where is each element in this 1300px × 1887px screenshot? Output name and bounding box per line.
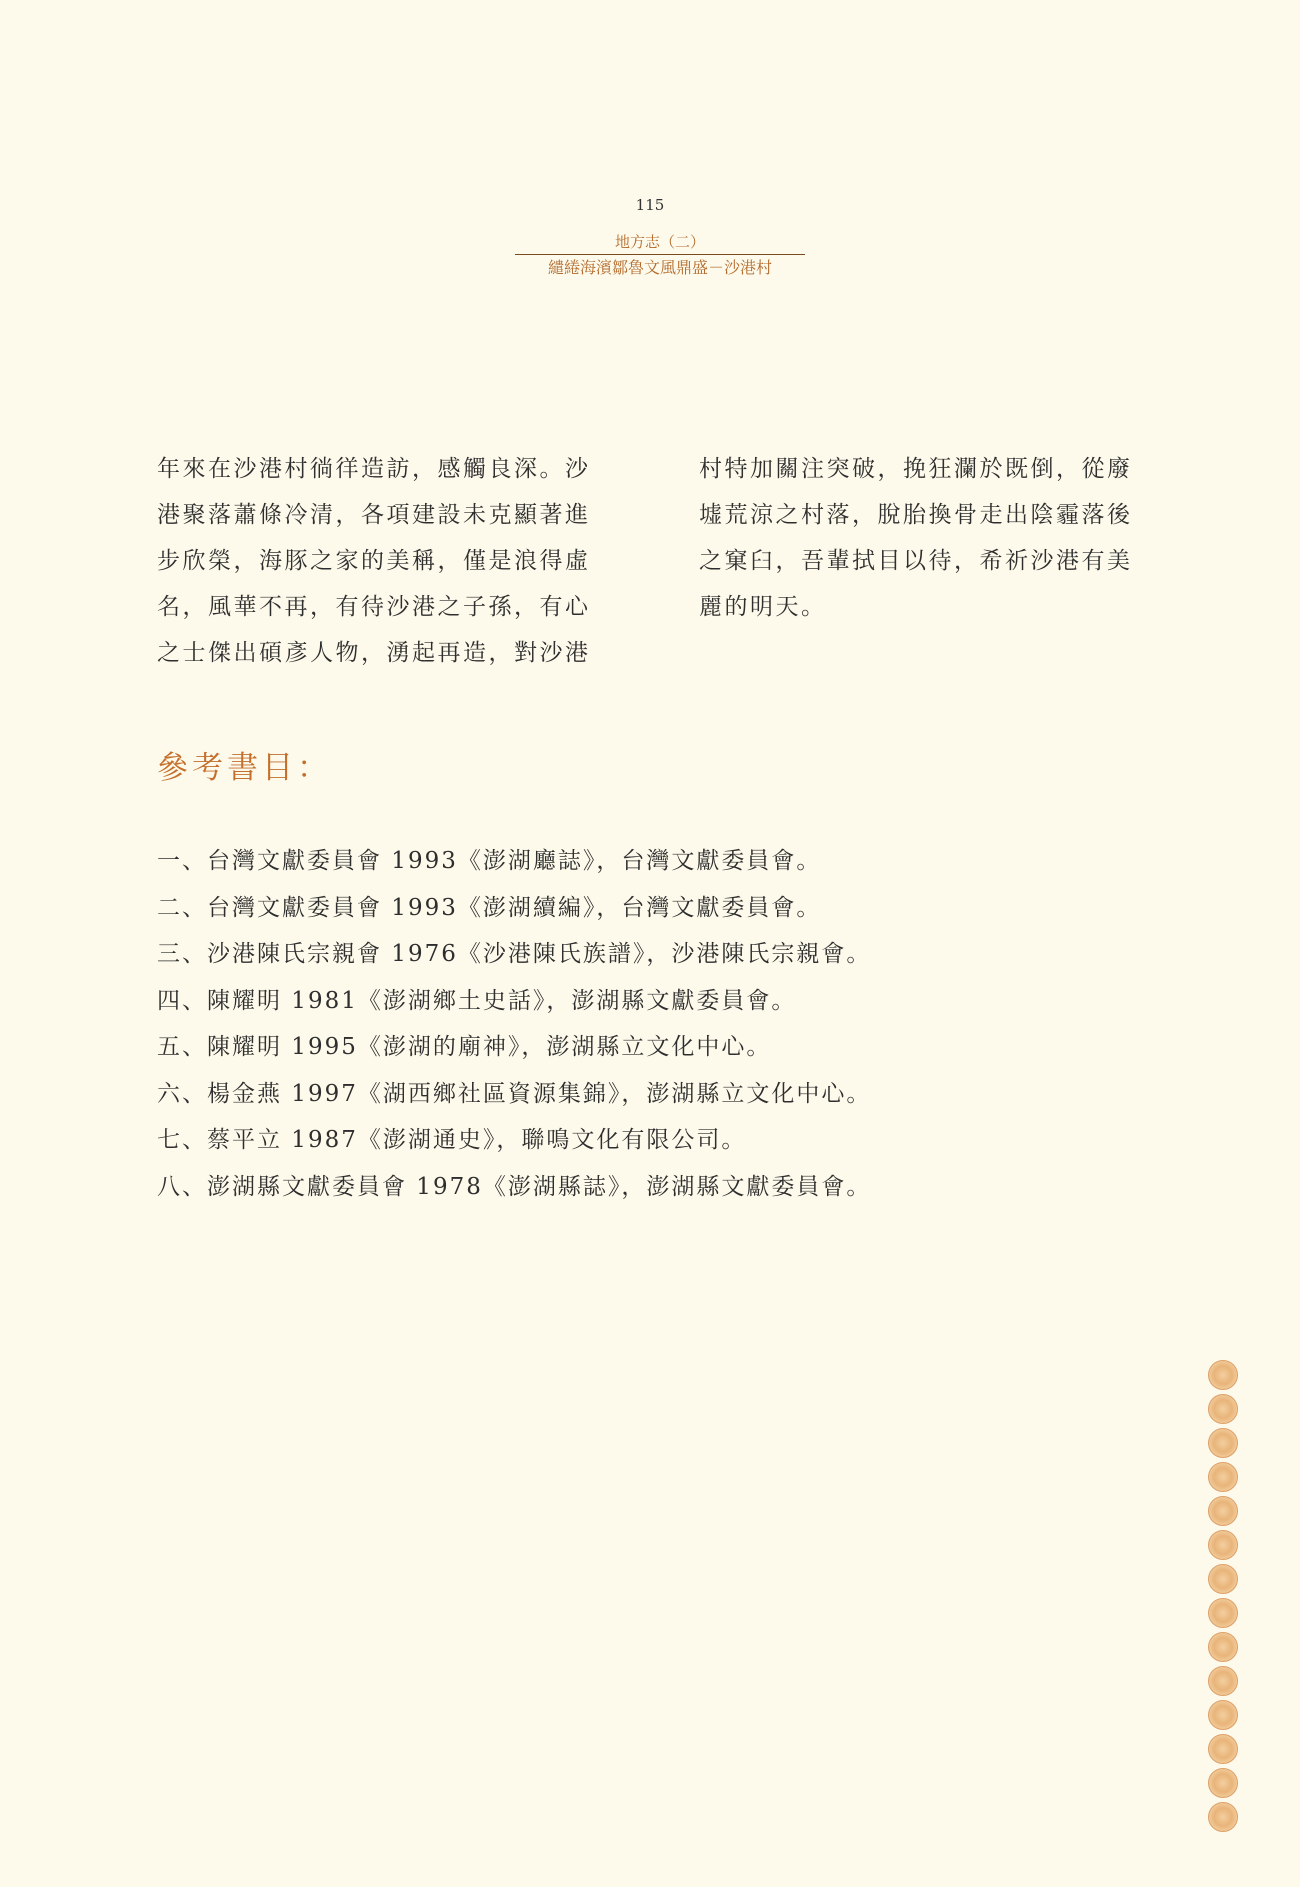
decorative-disc-icon: [1208, 1394, 1238, 1424]
decorative-disc-icon: [1208, 1428, 1238, 1458]
header-series-title: 地方志（二）: [515, 232, 805, 255]
decorative-disc-border: [1205, 1360, 1241, 1836]
decorative-disc-icon: [1208, 1360, 1238, 1390]
reference-item: 五、陳耀明 1995《澎湖的廟神》，澎湖縣立文化中心。: [157, 1034, 772, 1060]
decorative-disc-icon: [1208, 1700, 1238, 1730]
decorative-disc-icon: [1208, 1496, 1238, 1526]
decorative-disc-icon: [1208, 1530, 1238, 1560]
body-line: 墟荒涼之村落，脫胎換骨走出陰霾落後: [699, 502, 1133, 528]
body-line: 年來在沙港村徜徉造訪，感觸良深。沙: [157, 456, 591, 482]
decorative-disc-icon: [1208, 1768, 1238, 1798]
right-column: [699, 446, 1179, 630]
decorative-disc-icon: [1208, 1462, 1238, 1492]
decorative-disc-icon: [1208, 1666, 1238, 1696]
body-line: 麗的明天。: [699, 594, 827, 620]
reference-item: 七、蔡平立 1987《澎湖通史》，聯鳴文化有限公司。: [157, 1127, 747, 1153]
running-header: [515, 232, 805, 279]
header-chapter-title: 繾綣海濱鄒魯文風鼎盛－沙港村: [547, 258, 772, 277]
left-column: [157, 446, 637, 676]
page-number: 115: [635, 196, 665, 214]
body-line: 之窠臼，吾輩拭目以待，希祈沙港有美: [699, 548, 1133, 574]
decorative-disc-icon: [1208, 1598, 1238, 1628]
reference-item: 四、陳耀明 1981《澎湖鄉土史話》，澎湖縣文獻委員會。: [157, 987, 797, 1014]
body-line: 港聚落蕭條冷清，各項建設未克顯著進: [157, 502, 591, 528]
body-line: 名，風華不再，有待沙港之子孫，有心: [157, 594, 591, 620]
body-line: 村特加關注突破，挽狂瀾於既倒，從廢: [699, 456, 1133, 482]
body-line: 之士傑出碩彥人物，湧起再造，對沙港: [157, 640, 591, 666]
decorative-disc-icon: [1208, 1564, 1238, 1594]
references-heading: 參考書目：: [157, 750, 332, 786]
decorative-disc-icon: [1208, 1632, 1238, 1662]
reference-item: 一、台灣文獻委員會 1993《澎湖廳誌》，台灣文獻委員會。: [157, 848, 822, 874]
reference-item: 三、沙港陳氏宗親會 1976《沙港陳氏族譜》，沙港陳氏宗親會。: [157, 941, 872, 967]
reference-item: 八、澎湖縣文獻委員會 1978《澎湖縣誌》，澎湖縣文獻委員會。: [157, 1173, 872, 1200]
body-text: [157, 446, 1172, 686]
body-line: 步欣榮，海豚之家的美稱，僅是浪得虛: [157, 548, 591, 574]
reference-item: 二、台灣文獻委員會 1993《澎湖續編》，台灣文獻委員會。: [157, 894, 822, 921]
references-list: [157, 838, 1057, 1210]
reference-item: 六、楊金燕 1997《湖西鄉社區資源集錦》，澎湖縣立文化中心。: [157, 1080, 872, 1107]
decorative-disc-icon: [1208, 1802, 1238, 1832]
decorative-disc-icon: [1208, 1734, 1238, 1764]
